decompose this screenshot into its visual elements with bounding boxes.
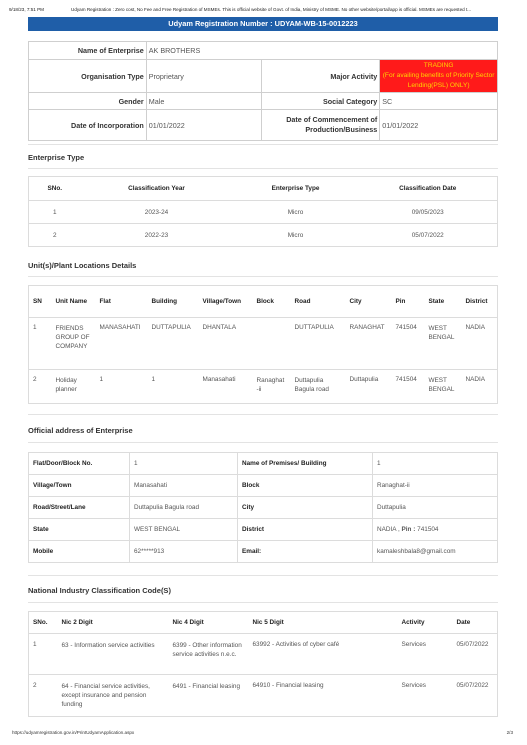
table-cell: 1 — [29, 634, 58, 675]
column-header: Nic 5 Digit — [249, 612, 398, 634]
column-header: Block — [253, 286, 291, 318]
table-cell: 2 — [29, 370, 52, 404]
table-cell: 2022-23 — [81, 224, 233, 247]
enterprise-type-table — [28, 176, 498, 247]
column-header: City — [346, 286, 392, 318]
table-cell: 64 - Financial service activities, except insurance and pension funding — [58, 675, 169, 717]
gender-value: Male — [146, 93, 262, 110]
table-header-row — [29, 612, 498, 634]
table-row — [29, 318, 498, 370]
table-cell: 63 - Information service activities — [58, 634, 169, 675]
table-cell: 2 — [29, 224, 81, 247]
table-cell — [253, 318, 291, 370]
table-cell: 1 — [96, 370, 148, 404]
table-cell: 2 — [29, 675, 58, 717]
premises-label: Name of Premises/ Building — [238, 453, 373, 475]
road-label: Road/Street/Lane — [29, 497, 130, 519]
pin-value: 741504 — [417, 526, 439, 533]
incorporation-date-label: Date of Incorporation — [29, 110, 147, 141]
enterprise-type-title: Enterprise Type — [28, 153, 85, 162]
table-row — [29, 497, 498, 519]
plant-locations-title: Unit(s)/Plant Locations Details — [28, 261, 137, 270]
district-label: District — [238, 519, 373, 541]
pin-label: Pin : — [401, 526, 416, 533]
table-cell: Holiday planner — [52, 370, 96, 404]
column-header: SNo. — [29, 177, 81, 201]
village-value: Manasahati — [130, 475, 238, 497]
mobile-value: 62*****913 — [130, 541, 238, 563]
table-cell: Micro — [233, 224, 359, 247]
print-date: 9/18/23, 7:51 PM — [9, 7, 44, 12]
table-row — [29, 475, 498, 497]
table-row — [29, 541, 498, 563]
table-cell: Duttapulia — [346, 370, 392, 404]
column-header: District — [462, 286, 498, 318]
table-cell: NADIA — [462, 318, 498, 370]
table-cell: Duttapulia Bagula road — [291, 370, 346, 404]
column-header: Flat — [96, 286, 148, 318]
print-header — [9, 7, 518, 15]
table-cell: 1 — [148, 370, 199, 404]
plant-locations-table — [28, 285, 498, 404]
table-cell: 64910 - Financial leasing — [249, 675, 398, 717]
table-header-row — [29, 177, 498, 201]
table-cell: 63992 - Activities of cyber café — [249, 634, 398, 675]
divider — [28, 144, 498, 145]
state-value: WEST BENGAL — [130, 519, 238, 541]
enterprise-name-label: Name of Enterprise — [29, 42, 147, 60]
table-row — [29, 201, 498, 224]
state-label: State — [29, 519, 130, 541]
block-label: Block — [238, 475, 373, 497]
table-cell: 6399 - Other information service activities n.e.c. — [169, 634, 249, 675]
table-cell: RANAGHAT — [346, 318, 392, 370]
major-activity-note: (For availing benefits of Priority Sector Lending(PSL) ONLY) — [382, 72, 495, 89]
column-header: Pin — [392, 286, 425, 318]
enterprise-name-value: AK BROTHERS — [146, 42, 497, 60]
divider — [28, 602, 498, 603]
nic-codes-table — [28, 611, 498, 717]
social-category-value: SC — [380, 93, 498, 110]
city-label: City — [238, 497, 373, 519]
divider — [28, 276, 498, 277]
table-cell: DUTTAPULIA — [291, 318, 346, 370]
column-header: Activity — [398, 612, 453, 634]
major-activity-value — [380, 60, 498, 93]
table-cell: 741504 — [392, 370, 425, 404]
premises-value: 1 — [373, 453, 498, 475]
major-activity-text: TRADING — [423, 62, 454, 69]
table-cell: Ranaghat -ii — [253, 370, 291, 404]
flat-label: Flat/Door/Block No. — [29, 453, 130, 475]
table-row — [29, 224, 498, 247]
column-header: Unit Name — [52, 286, 96, 318]
print-page-title: Udyam Registration : Zero cost, No Fee and Free Registration of MSMEs. This is official website of Govt. of India, Ministry of MSME. No other website/portal/app is official. MSMEs are requested t... — [71, 7, 472, 12]
column-header: SNo. — [29, 612, 58, 634]
table-cell: 05/07/2022 — [359, 224, 498, 247]
table-cell: Micro — [233, 201, 359, 224]
column-header: Road — [291, 286, 346, 318]
flat-value: 1 — [130, 453, 238, 475]
table-header-row — [29, 286, 498, 318]
divider — [28, 442, 498, 443]
table-cell: 1 — [29, 318, 52, 370]
table-cell: 6491 - Financial leasing — [169, 675, 249, 717]
column-header: Enterprise Type — [233, 177, 359, 201]
print-footer — [12, 730, 513, 737]
table-cell: WEST BENGAL — [425, 318, 462, 370]
email-label: Email: — [238, 541, 373, 563]
city-value: Duttapulia — [373, 497, 498, 519]
commencement-date-label: Date of Commencement of Production/Business — [262, 110, 380, 141]
official-address-title: Official address of Enterprise — [28, 426, 133, 435]
table-cell: 05/07/2022 — [453, 634, 498, 675]
commencement-date-value: 01/01/2022 — [380, 110, 498, 141]
district-value: NADIA , — [377, 526, 400, 533]
column-header: Classification Date — [359, 177, 498, 201]
table-cell: 1 — [29, 201, 81, 224]
table-row — [29, 675, 498, 717]
table-cell: NADIA — [462, 370, 498, 404]
column-header: Nic 4 Digit — [169, 612, 249, 634]
divider — [28, 575, 498, 576]
column-header: Building — [148, 286, 199, 318]
mobile-label: Mobile — [29, 541, 130, 563]
organisation-type-label: Organisation Type — [29, 60, 147, 93]
block-value: Ranaghat-ii — [373, 475, 498, 497]
column-header: Village/Town — [199, 286, 253, 318]
organisation-type-value: Proprietary — [146, 60, 262, 93]
column-header: Nic 2 Digit — [58, 612, 169, 634]
column-header: Classification Year — [81, 177, 233, 201]
column-header: Date — [453, 612, 498, 634]
table-cell: FRIENDS GROUP OF COMPANY — [52, 318, 96, 370]
table-cell: 741504 — [392, 318, 425, 370]
table-cell: 2023-24 — [81, 201, 233, 224]
table-cell: WEST BENGAL — [425, 370, 462, 404]
divider — [28, 414, 498, 415]
table-cell: MANASAHATI — [96, 318, 148, 370]
divider — [28, 168, 498, 169]
nic-codes-title: National Industry Classification Code(S) — [28, 586, 171, 595]
table-cell: DUTTAPULIA — [148, 318, 199, 370]
column-header: State — [425, 286, 462, 318]
table-row — [29, 519, 498, 541]
footer-url: https://udyamregistration.gov.in/PrintUdyamApplication.aspx — [12, 730, 135, 735]
official-address-table — [28, 452, 498, 563]
table-cell: Services — [398, 634, 453, 675]
gender-label: Gender — [29, 93, 147, 110]
social-category-label: Social Category — [262, 93, 380, 110]
column-header: SN — [29, 286, 52, 318]
table-cell: Manasahati — [199, 370, 253, 404]
registration-number-banner: Udyam Registration Number : UDYAM-WB-15-0012223 — [28, 17, 498, 31]
table-row — [29, 634, 498, 675]
enterprise-info-table — [28, 41, 498, 141]
table-cell: 05/07/2022 — [453, 675, 498, 717]
incorporation-date-value: 01/01/2022 — [146, 110, 262, 141]
table-cell: 09/05/2023 — [359, 201, 498, 224]
village-label: Village/Town — [29, 475, 130, 497]
email-value: kamaleshbala8@gmail.com — [373, 541, 498, 563]
table-cell: DHANTALA — [199, 318, 253, 370]
table-row — [29, 453, 498, 475]
table-row — [29, 370, 498, 404]
district-pin-value — [373, 519, 498, 541]
page-number: 2/3 — [506, 730, 513, 735]
road-value: Duttapulia Bagula road — [130, 497, 238, 519]
major-activity-label: Major Activity — [262, 60, 380, 93]
table-cell: Services — [398, 675, 453, 717]
